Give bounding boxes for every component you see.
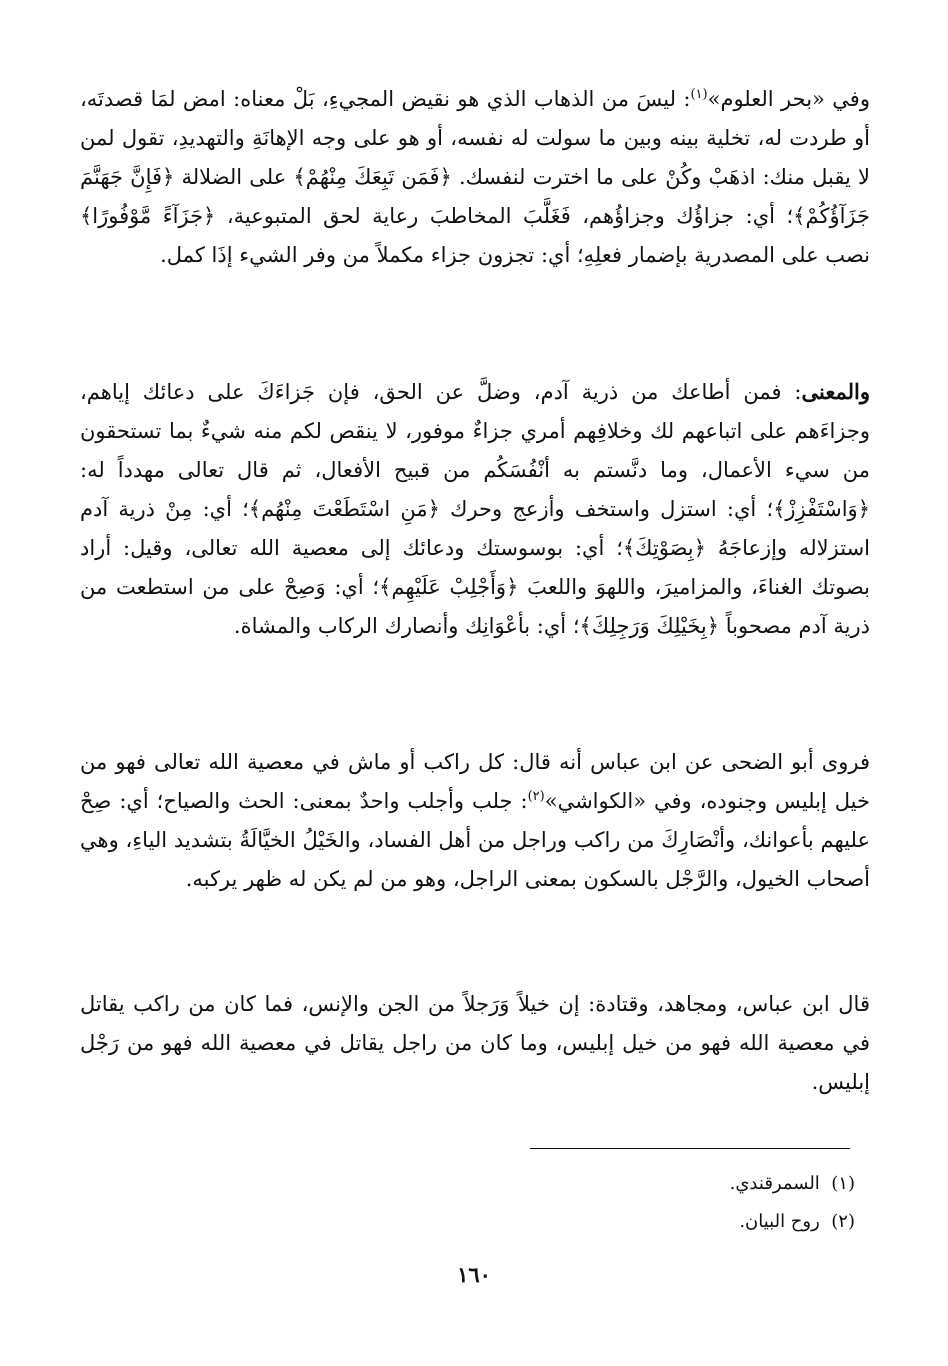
footnote-number: (١) [831,1173,855,1194]
paragraph-meaning [80,372,870,646]
paragraph-text-start: وفي «بحر العلوم» [707,87,870,111]
paragraph-text-rest: : جلب وأجلب واحدٌ بمعنى: الحث والصياح؛ أي: صِحْ عليهم بأعوانك، وأنْصَارِكَ من راكب وراجل من أهل الفساد، والخَيْلُ الخيَّالَةُ بتشديد الياءِ، وهي أصحاب الخيول، والرَّجْل بالسكون بمعنى الراجل، وهو من لم يكن له ظهر يركبه. [80,789,870,891]
footnote-number: (٢) [831,1211,855,1232]
paragraph-text-rest: : ليسَ من الذهاب الذي هو نقيض المجيءِ، بَلْ معناه: امض لمَا قصدتَه، أو طردت له، تخلية بينه وبين ما سولت له نفسه، أو هو على وجه الإهانَةِ والتهديدِ، تقول لمن لا يقبل منك: اذهَبْ وكُنْ على ما اخترت لنفسك. ﴿فَمَن تَبِعَكَ مِنْهُمْ﴾ على الضلالة ﴿فَإِنَّ جَهَنَّمَ جَزَآؤُكُمْ﴾؛ أي: جزاؤُك وجزاؤُهم، فَغَلَّبَ المخاطبَ رعاية لحق المتبوعية، ﴿جَزَآءً مَّوْفُورًا﴾ نصب على المصدرية بإضمار فعلِهِ؛ أي: تجزون جزاء مكملاً من وفر الشيء إذَا كمل. [80,87,870,267]
footnote-divider [530,1148,850,1149]
footnote-reference-2[interactable]: (٢) [527,789,545,804]
paragraph-text [80,372,870,646]
paragraph-abu-al-duha [80,743,870,899]
footnotes [400,1165,855,1241]
paragraph-text [80,743,870,899]
paragraph-bahr-al-uloom [80,80,870,275]
paragraph-text-start: فروى أبو الضحى عن ابن عباس أنه قال: كل راكب أو ماش في معصية الله تعالى فهو من خيل إبليس وجنوده، وفي «الكواشي» [80,750,870,813]
paragraph-lead-word: والمعنى [801,379,870,404]
footnote-text: السمرقندي. [729,1173,820,1194]
footnote-1 [400,1165,855,1203]
footnote-text: روح البيان. [739,1211,820,1232]
footnote-2 [400,1203,855,1241]
paragraph-text: قال ابن عباس، ومجاهد، وقتادة: إن خيلاً وَرَجلاً من الجن والإنس، فما كان من راكب يقاتل في معصية الله فهو من خيل إبليس، وما كان من راجل يقاتل في معصية الله فهو من رَجْل إبليس. [80,992,870,1094]
paragraph-ibn-abbas [80,985,870,1102]
footnote-reference-1[interactable]: (١) [690,87,708,102]
paragraph-text-rest: : فمن أطاعك من ذرية آدم، وضلَّ عن الحق، فإن جَزاءَكَ على دعائك إياهم، وجزاءَهم على اتباعهم لك وخلافِهم أمري جزاءٌ موفور، لا ينقص لكم منه شيءٌ بما تستحقون من سيء الأعمال، وما دنَّستم به أنْفُسَكُم من قبيح الأفعال، ثم قال تعالى مهدداً له: ﴿وَاسْتَفْزِزْ﴾؛ أي: استزل واستخف وأزعج وحرك ﴿مَنِ اسْتَطَعْتَ مِنْهُم﴾؛ أي: مِنْ ذرية آدم استزلاله وإزعاجَهُ ﴿بِصَوْتِكَ﴾؛ أي: بوسوستك ودعائك إلى معصية الله تعالى، وقيل: أراد بصوتك الغناءَ، والمزاميرَ، واللهوَ واللعبَ ﴿وَأَجْلِبْ عَلَيْهِم﴾؛ أي: وَصِحْ على من استطعت من ذرية آدم مصحوباً ﴿بِخَيْلِكَ وَرَجِلِكَ﴾؛ أي: بأعْوَانِك وأنصارك الركاب والمشاة. [80,380,870,638]
page-number: ١٦٠ [457,1262,491,1287]
paragraph-text [80,80,870,275]
